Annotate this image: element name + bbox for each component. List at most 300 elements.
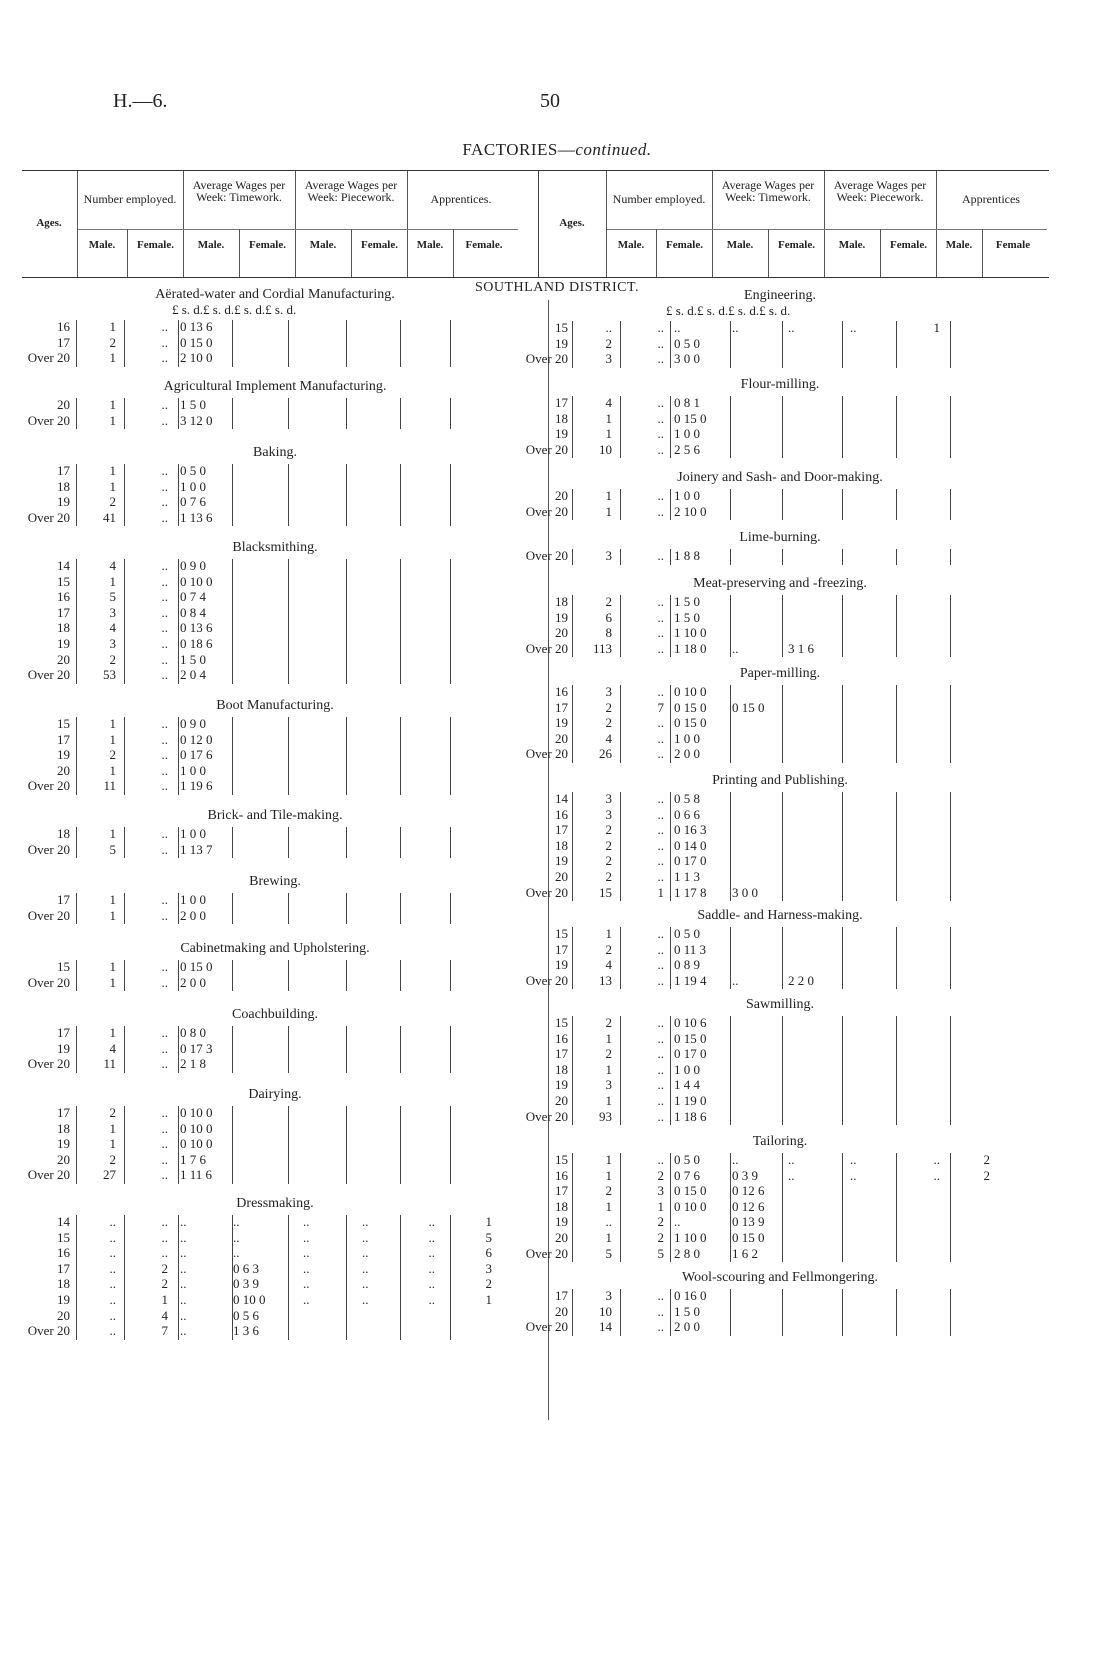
female-count: 1 (161, 1292, 168, 1307)
male-piecework-wage: .. (788, 320, 795, 335)
male-timework-wage: 2 0 0 (674, 1319, 700, 1335)
age-cell: 20 (57, 397, 70, 412)
female-count: .. (657, 1288, 664, 1303)
table-row (520, 1015, 1040, 1031)
male-count: 2 (605, 1183, 612, 1199)
table-row (520, 594, 1040, 610)
male-timework-wage: 1 18 6 (674, 1108, 707, 1124)
industry-title: Tailoring. (752, 1134, 808, 1149)
female-count: 7 (657, 699, 664, 715)
male-timework-wage: 0 7 4 (180, 589, 206, 605)
industry-title: Meat-preserving and -freezing. (693, 576, 867, 591)
male-count: 1 (109, 762, 116, 778)
male-count: 2 (605, 822, 612, 838)
female-count: .. (161, 716, 168, 731)
male-piecework-wage: .. (303, 1245, 310, 1261)
table-row (20, 1276, 530, 1292)
male-count: 3 (109, 636, 116, 651)
male-timework-wage: 0 18 6 (180, 636, 213, 651)
male-timework-wage: 1 5 0 (180, 651, 206, 667)
male-timework-wage: 0 10 0 (180, 1136, 213, 1152)
male-count: 2 (605, 837, 612, 853)
female-count: .. (657, 1061, 664, 1077)
table-row (20, 350, 530, 366)
female-piecework-wage: .. (850, 320, 857, 335)
male-timework-wage: 0 10 0 (674, 1198, 707, 1214)
table-row (20, 908, 530, 924)
male-timework-wage: 1 19 6 (180, 778, 213, 794)
male-apprentices: .. (933, 1167, 940, 1183)
male-count: 15 (599, 884, 612, 900)
age-cell: Over 20 (27, 1167, 70, 1183)
female-count: .. (657, 1152, 664, 1167)
female-count: .. (161, 478, 168, 494)
left-header: H.—6. (113, 90, 168, 112)
table-row (520, 442, 1040, 458)
male-timework-wage: 0 10 6 (674, 1015, 707, 1030)
male-timework-wage: 2 5 6 (674, 441, 700, 457)
table-row (20, 1167, 530, 1183)
industry-title: Lime-burning. (739, 530, 821, 545)
male-count: 1 (605, 1152, 612, 1167)
table-row (20, 763, 530, 779)
male-count: 5 (109, 589, 116, 605)
table-row (20, 1230, 530, 1246)
currency-units: £ s. d.£ s. d.£ s. d.£ s. d. (172, 302, 297, 317)
male-timework-wage: 0 17 0 (674, 853, 707, 869)
female-piecework-wage: .. (850, 1167, 857, 1183)
table-row (520, 1031, 1040, 1047)
female-count: .. (161, 319, 168, 334)
male-piecework-wage: .. (303, 1229, 310, 1245)
female-count: .. (161, 731, 168, 747)
female-count: .. (657, 837, 664, 853)
male-apprentices: .. (428, 1276, 435, 1292)
male-timework-wage: 2 0 0 (180, 907, 206, 923)
male-timework-wage: .. (180, 1307, 187, 1323)
female-count: .. (161, 334, 168, 350)
age-cell: 17 (57, 1260, 70, 1276)
male-count: 3 (605, 351, 612, 367)
male-timework-wage: 2 0 0 (674, 746, 700, 762)
female-count: .. (161, 974, 168, 990)
col-male: Male. (838, 239, 866, 251)
male-timework-wage: 1 5 0 (674, 609, 700, 625)
male-timework-wage: 1 0 0 (674, 426, 700, 442)
age-cell: 19 (57, 636, 70, 651)
age-cell: Over 20 (525, 640, 568, 656)
female-count: .. (161, 463, 168, 478)
female-piecework-wage: .. (362, 1245, 369, 1261)
male-timework-wage: 1 19 0 (674, 1093, 707, 1108)
table-row (520, 351, 1040, 367)
female-count: .. (657, 853, 664, 869)
age-cell: 19 (555, 853, 568, 869)
female-count: 2 (657, 1214, 664, 1230)
female-timework-wage: 0 10 0 (233, 1292, 266, 1307)
female-count: .. (161, 1245, 168, 1261)
male-count: 4 (109, 1040, 116, 1056)
table-row (520, 715, 1040, 731)
table-row (20, 716, 530, 732)
female-count: 5 (657, 1245, 664, 1261)
female-count: .. (161, 907, 168, 923)
table-row (20, 463, 530, 479)
male-timework-wage: 1 10 0 (674, 1230, 707, 1245)
col-female: Female. (249, 239, 286, 251)
female-apprentices: 2 (983, 1152, 990, 1167)
female-count: .. (161, 509, 168, 525)
male-timework-wage: 1 13 6 (180, 509, 213, 525)
female-count: .. (161, 350, 168, 366)
male-timework-wage: 0 16 3 (674, 822, 707, 838)
male-timework-wage: 0 15 0 (180, 334, 213, 350)
age-cell: Over 20 (525, 884, 568, 900)
male-count: 1 (109, 731, 116, 747)
male-timework-wage: 0 16 0 (674, 1288, 707, 1303)
male-timework-wage: 0 15 0 (674, 1183, 707, 1199)
age-cell: Over 20 (27, 974, 70, 990)
female-timework-wage: .. (732, 1152, 739, 1167)
female-timework-wage: .. (732, 320, 739, 335)
male-count: .. (109, 1292, 116, 1307)
male-count: 2 (605, 715, 612, 731)
male-timework-wage: 1 0 0 (180, 478, 206, 494)
female-count: 1 (657, 1198, 664, 1214)
table-row (20, 1308, 530, 1324)
female-count: .. (657, 625, 664, 641)
table-row (520, 1093, 1040, 1109)
female-piecework-wage: .. (850, 1152, 857, 1167)
col-wages-piece: Average Wages per Week: Piecework. (304, 178, 398, 204)
male-count: 3 (109, 604, 116, 620)
female-count: .. (161, 747, 168, 763)
male-count: 1 (109, 974, 116, 990)
male-timework-wage: 3 12 0 (180, 412, 213, 428)
age-cell: 19 (57, 1292, 70, 1307)
male-timework-wage: 0 5 8 (674, 791, 700, 806)
age-cell: Over 20 (525, 503, 568, 519)
age-cell: Over 20 (525, 1245, 568, 1261)
table-row (520, 1304, 1040, 1320)
female-count: 2 (657, 1167, 664, 1183)
female-count: .. (657, 1030, 664, 1046)
age-cell: 19 (555, 426, 568, 442)
table-row (520, 1199, 1040, 1215)
female-count: .. (161, 1120, 168, 1136)
table-row (20, 652, 530, 668)
table-row (20, 574, 530, 590)
male-count: 2 (605, 1015, 612, 1030)
male-count: 1 (109, 463, 116, 478)
age-cell: 18 (57, 620, 70, 636)
table-row (20, 1245, 530, 1261)
female-timework-wage: 0 6 3 (233, 1260, 259, 1276)
table-row (20, 1136, 530, 1152)
col-male: Male. (945, 239, 973, 251)
male-count: .. (109, 1245, 116, 1261)
male-count: 1 (109, 907, 116, 923)
table-row (20, 1261, 530, 1277)
table-row (20, 494, 530, 510)
table-row (20, 319, 530, 335)
col-female: Female. (465, 239, 503, 251)
male-timework-wage: 0 9 0 (180, 558, 206, 573)
age-cell: 18 (555, 1061, 568, 1077)
col-male: Male. (309, 239, 337, 251)
female-count: .. (161, 841, 168, 857)
female-count: .. (657, 1303, 664, 1319)
male-timework-wage: 1 10 0 (674, 625, 707, 641)
table-row (520, 684, 1040, 700)
col-female: Female. (778, 239, 815, 251)
female-count: .. (161, 762, 168, 778)
table-row (520, 746, 1040, 762)
age-cell: 17 (555, 395, 568, 410)
female-count: .. (657, 941, 664, 957)
age-cell: 19 (57, 1136, 70, 1152)
industry-title: Blacksmithing. (232, 540, 318, 555)
male-count: .. (109, 1323, 116, 1339)
male-timework-wage: 2 1 8 (180, 1056, 206, 1072)
male-count: 4 (605, 957, 612, 973)
male-timework-wage: 0 13 6 (180, 319, 213, 334)
male-timework-wage: 1 0 0 (674, 1061, 700, 1077)
age-cell: 14 (57, 558, 70, 573)
male-count: 1 (605, 410, 612, 426)
female-count: .. (657, 488, 664, 503)
male-timework-wage: 0 6 6 (674, 806, 700, 822)
col-male: Male. (726, 239, 754, 251)
table-row (20, 510, 530, 526)
table-row (20, 413, 530, 429)
male-timework-wage: 0 8 4 (180, 604, 206, 620)
male-apprentices: 1 (933, 320, 940, 335)
male-timework-wage: .. (180, 1229, 187, 1245)
male-count: 2 (605, 853, 612, 869)
age-cell: 18 (57, 1276, 70, 1292)
age-cell: 19 (555, 957, 568, 973)
age-cell: 20 (555, 488, 568, 503)
male-timework-wage: 0 8 9 (674, 957, 700, 973)
table-row (520, 1288, 1040, 1304)
table-row (520, 885, 1040, 901)
male-count: 4 (605, 395, 612, 410)
col-male: Male. (617, 239, 645, 251)
male-count: 1 (605, 488, 612, 503)
female-count: .. (657, 1108, 664, 1124)
female-timework-wage: 0 3 9 (233, 1276, 259, 1292)
age-cell: 16 (555, 1167, 568, 1183)
male-count: 1 (109, 412, 116, 428)
female-count: .. (161, 651, 168, 667)
age-cell: 20 (57, 1151, 70, 1167)
female-timework-wage: 0 15 0 (732, 699, 765, 715)
female-count: 3 (657, 1183, 664, 1199)
male-timework-wage: 0 15 0 (674, 699, 707, 715)
male-timework-wage: 0 7 6 (180, 494, 206, 510)
male-count: 1 (605, 1093, 612, 1108)
table-row (520, 1230, 1040, 1246)
male-count: 2 (109, 747, 116, 763)
male-count: 3 (605, 684, 612, 699)
age-cell: 14 (555, 791, 568, 806)
male-timework-wage: 2 0 0 (180, 974, 206, 990)
male-count: 41 (103, 509, 116, 525)
age-cell: 15 (57, 959, 70, 974)
male-count: 14 (599, 1319, 612, 1335)
female-count: .. (657, 1319, 664, 1335)
age-cell: 16 (57, 319, 70, 334)
age-cell: 19 (57, 747, 70, 763)
female-count: .. (161, 1025, 168, 1040)
male-count: 1 (109, 1136, 116, 1152)
table-row (520, 411, 1040, 427)
table-row (20, 1041, 530, 1057)
female-count: 1 (657, 884, 664, 900)
age-cell: 17 (57, 892, 70, 907)
age-cell: 20 (555, 625, 568, 641)
table-row (520, 395, 1040, 411)
table-row (520, 807, 1040, 823)
age-cell: 18 (57, 478, 70, 494)
female-count: .. (161, 397, 168, 412)
industry-title: Baking. (253, 445, 297, 460)
table-row (20, 1056, 530, 1072)
age-cell: 18 (555, 594, 568, 609)
female-timework-wage: 0 12 6 (732, 1198, 765, 1214)
female-count: 2 (657, 1230, 664, 1245)
table-row (20, 335, 530, 351)
age-cell: 16 (57, 1245, 70, 1261)
female-count: .. (657, 395, 664, 410)
age-cell: Over 20 (27, 907, 70, 923)
table-row (20, 1214, 530, 1230)
male-count: 53 (103, 667, 116, 683)
male-timework-wage: 1 11 6 (180, 1167, 213, 1183)
male-piecework-wage: .. (303, 1260, 310, 1276)
age-cell: 18 (57, 1120, 70, 1136)
female-count: .. (161, 959, 168, 974)
age-cell: 18 (555, 837, 568, 853)
age-cell: Over 20 (525, 548, 568, 563)
table-row (520, 926, 1040, 942)
female-count: .. (657, 791, 664, 806)
male-timework-wage: 1 0 0 (180, 762, 206, 778)
male-timework-wage: 1 7 6 (180, 1151, 206, 1167)
male-count: 1 (605, 1061, 612, 1077)
industry-title: Flour-milling. (740, 377, 820, 392)
age-cell: Over 20 (525, 1319, 568, 1335)
female-piecework-wage: .. (362, 1214, 369, 1229)
male-count: 11 (103, 1056, 116, 1072)
female-count: .. (657, 609, 664, 625)
male-apprentices: .. (428, 1292, 435, 1307)
male-count: 4 (109, 620, 116, 636)
male-timework-wage: 0 9 0 (180, 716, 206, 731)
female-count: .. (161, 494, 168, 510)
female-piecework-wage: .. (362, 1276, 369, 1292)
male-count: 2 (605, 594, 612, 609)
male-timework-wage: 0 14 0 (674, 837, 707, 853)
male-timework-wage: 0 11 3 (674, 941, 707, 957)
left-table-header (22, 170, 538, 278)
male-timework-wage: 1 17 8 (674, 884, 707, 900)
female-timework-wage: 0 5 6 (233, 1307, 259, 1323)
female-count: .. (657, 715, 664, 731)
table-row (520, 1046, 1040, 1062)
male-count: 2 (109, 1151, 116, 1167)
female-timework-wage: .. (233, 1214, 240, 1229)
age-cell: Over 20 (525, 441, 568, 457)
industry-title: Cabinetmaking and Upholstering. (180, 941, 370, 956)
table-row (20, 397, 530, 413)
male-count: 1 (109, 826, 116, 841)
table-row (520, 548, 1040, 564)
table-row (520, 1077, 1040, 1093)
female-count: .. (657, 426, 664, 442)
female-count: .. (161, 412, 168, 428)
age-cell: 17 (57, 604, 70, 620)
male-count: 3 (605, 548, 612, 563)
male-count: 8 (605, 625, 612, 641)
female-count: .. (161, 604, 168, 620)
col-male: Male. (416, 239, 444, 251)
male-count: 1 (109, 573, 116, 589)
male-count: 2 (109, 334, 116, 350)
male-timework-wage: 0 5 0 (180, 463, 206, 478)
male-count: .. (605, 1214, 612, 1230)
industry-title: Engineering. (744, 288, 816, 303)
male-timework-wage: 1 5 0 (674, 594, 700, 609)
table-row (520, 1319, 1040, 1335)
male-timework-wage: 1 5 0 (674, 1303, 700, 1319)
age-cell: 18 (57, 826, 70, 841)
industry-title: Dressmaking. (236, 1196, 314, 1211)
table-row (20, 589, 530, 605)
table-row (520, 336, 1040, 352)
age-cell: 20 (57, 651, 70, 667)
age-cell: 17 (57, 463, 70, 478)
female-count: .. (161, 1040, 168, 1056)
male-timework-wage: 1 8 8 (674, 548, 700, 563)
male-count: 2 (109, 1105, 116, 1120)
male-count: .. (109, 1229, 116, 1245)
industry-title: Agricultural Implement Manufacturing. (163, 379, 387, 394)
title-continued: continued. (575, 140, 652, 159)
table-row (520, 1168, 1040, 1184)
male-count: 6 (605, 609, 612, 625)
female-count: .. (657, 548, 664, 563)
table-row (20, 959, 530, 975)
female-count: .. (657, 972, 664, 988)
male-count: 3 (605, 1077, 612, 1093)
male-timework-wage: 1 0 0 (180, 826, 206, 841)
male-count: .. (605, 320, 612, 335)
table-row (20, 826, 530, 842)
male-count: 1 (605, 1030, 612, 1046)
age-cell: 19 (555, 335, 568, 351)
male-timework-wage: 0 5 0 (674, 335, 700, 351)
male-piecework-wage: .. (303, 1276, 310, 1292)
age-cell: Over 20 (27, 667, 70, 683)
male-count: 1 (109, 959, 116, 974)
male-count: 27 (103, 1167, 116, 1183)
table-row (20, 1105, 530, 1121)
female-apprentices: 2 (485, 1276, 492, 1292)
age-cell: 19 (555, 1077, 568, 1093)
age-cell: 16 (555, 684, 568, 699)
